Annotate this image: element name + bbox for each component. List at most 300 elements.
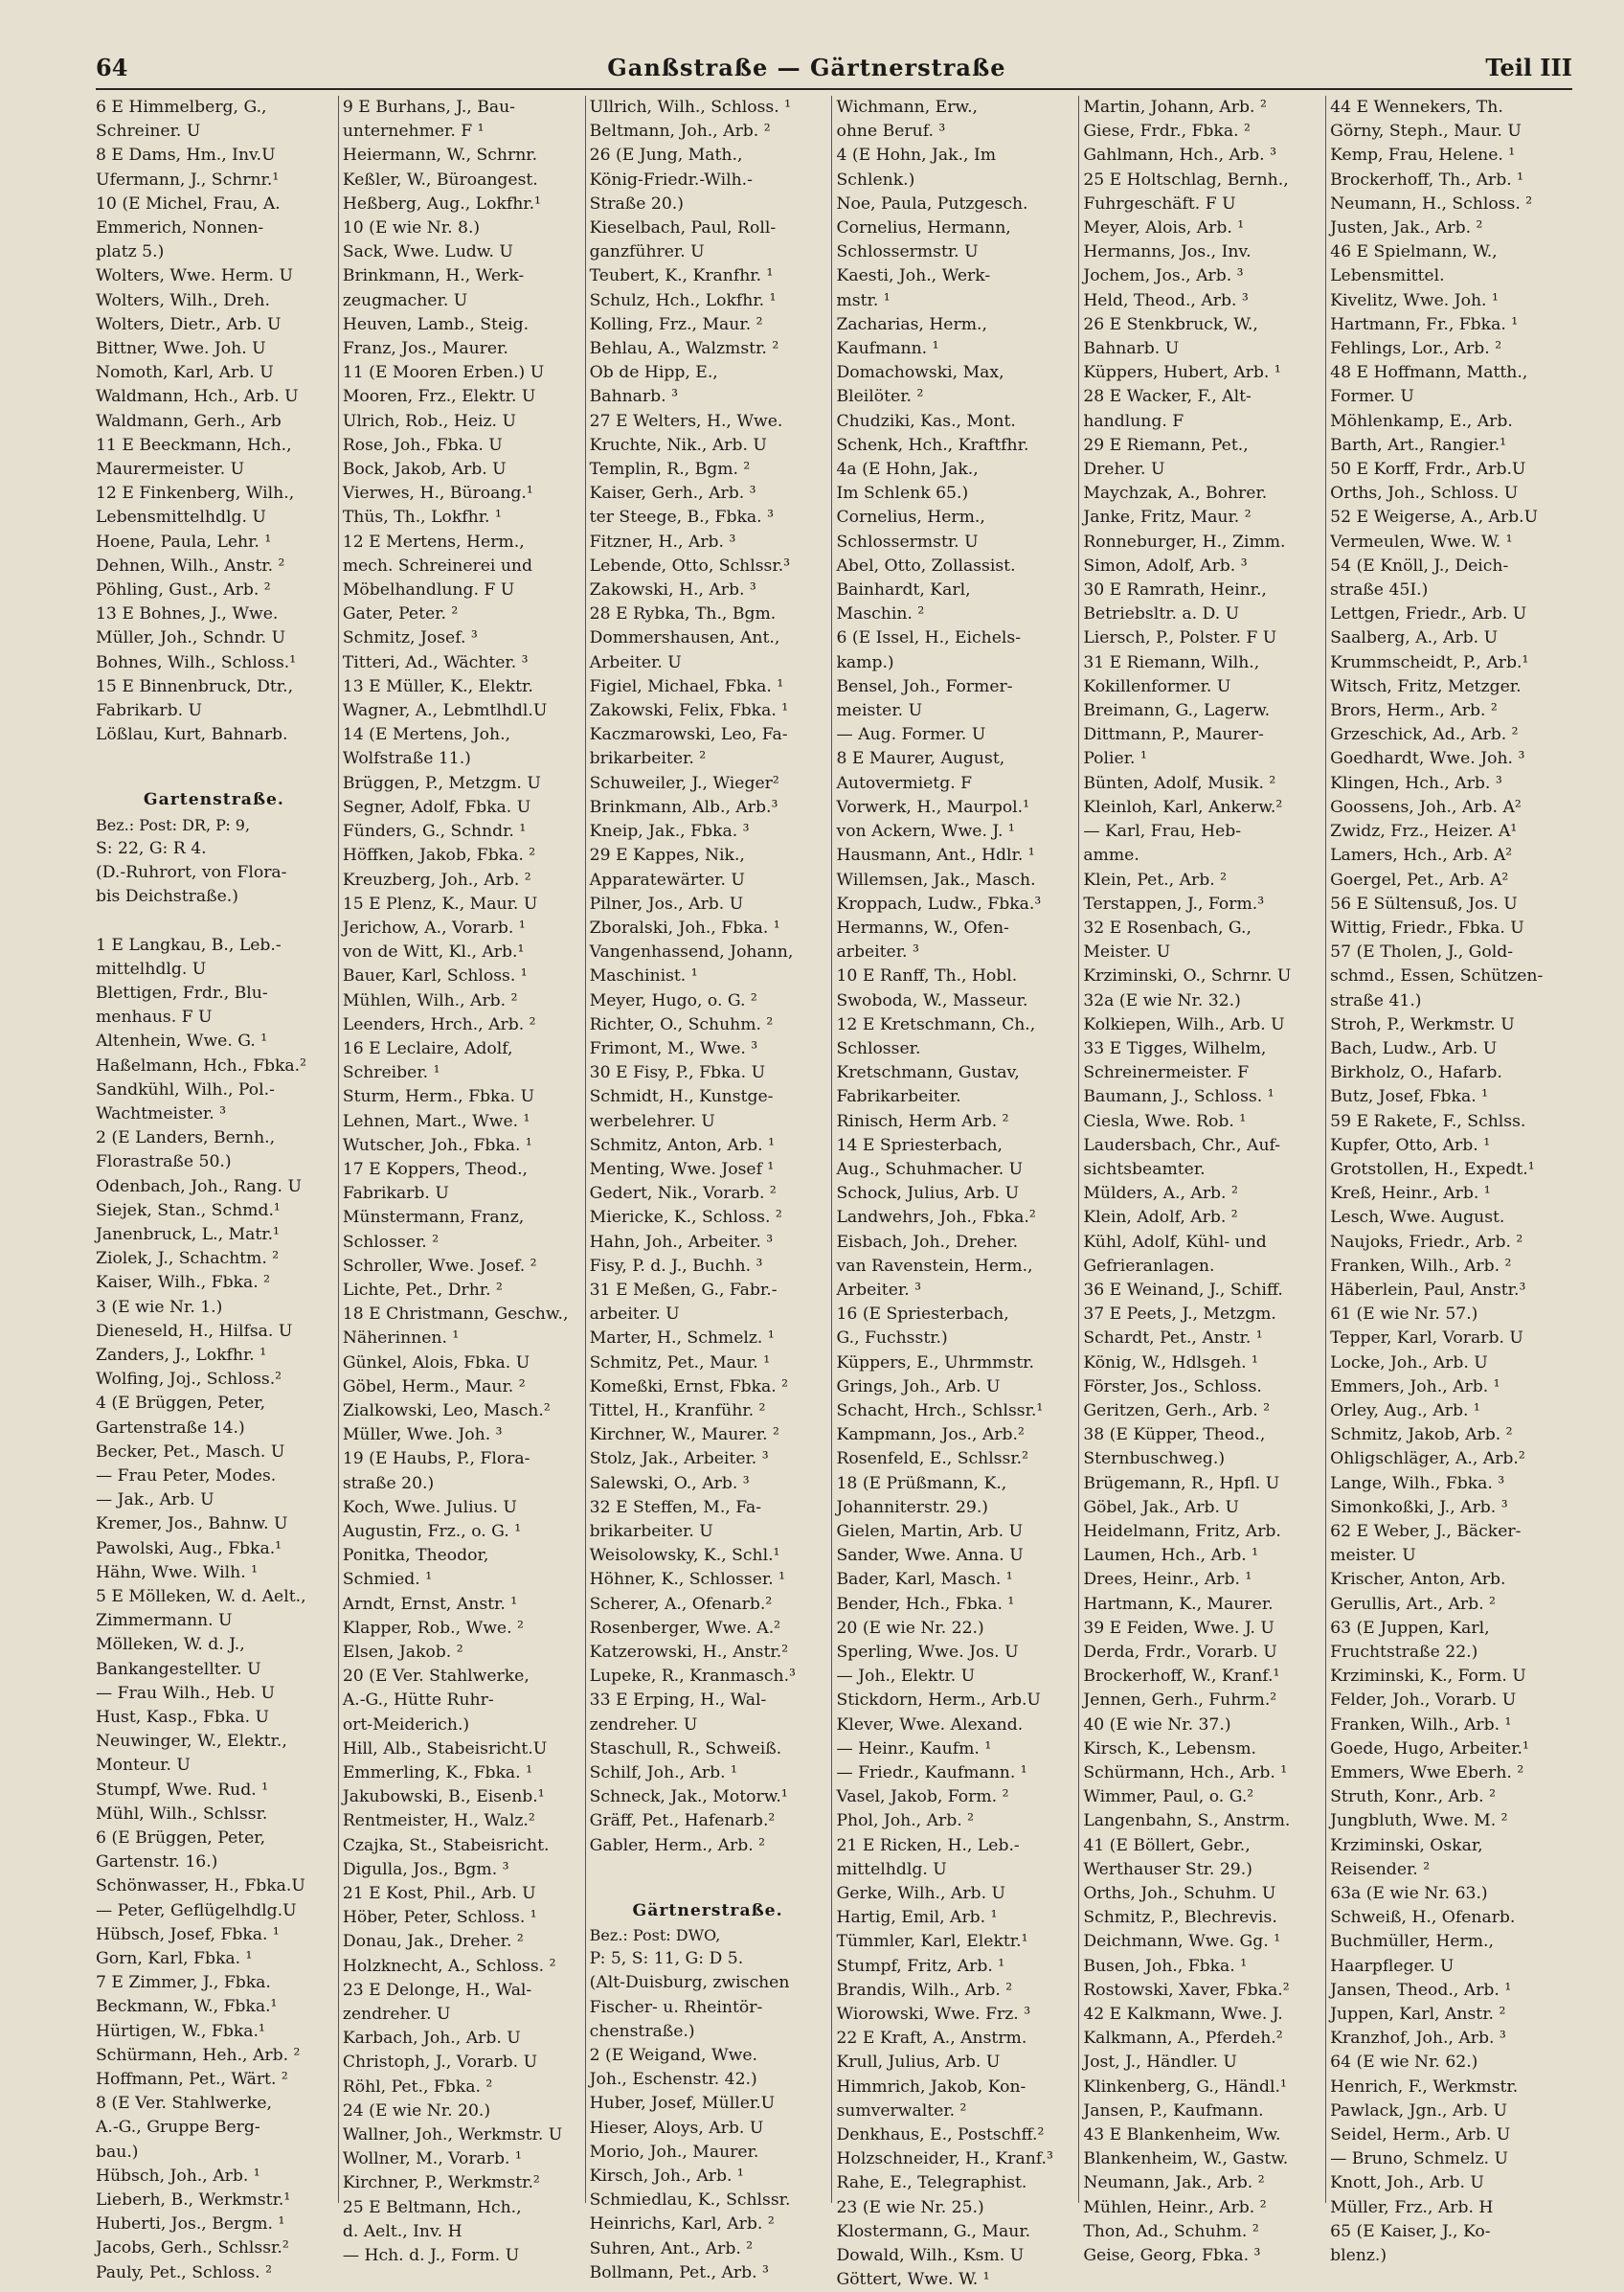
directory-entry: 21 E Kost, Phil., Arb. U (342, 1884, 536, 1904)
directory-entry: 16 (E Spriesterbach, (836, 1305, 1009, 1325)
directory-entry: Dieneseld, H., Hilfsa. U (96, 1321, 293, 1341)
directory-entry: Janke, Fritz, Maur. ² (1083, 508, 1252, 528)
directory-entry: Komeßki, Ernst, Fbka. ² (589, 1376, 789, 1396)
directory-entry: Schlosser. ² (342, 1232, 440, 1252)
directory-entry: Monteur. U (96, 1756, 191, 1776)
directory-entry: 12 E Mertens, Herm., (342, 532, 525, 552)
directory-entry: Dommershausen, Ant., (589, 628, 780, 648)
directory-entry: Himmrich, Jakob, Kon- (836, 2076, 1026, 2097)
directory-entry: Bankangestellter. U (96, 1659, 261, 1679)
directory-entry: Hartmann, K., Maurer. (1083, 1594, 1274, 1614)
directory-entry: Werthauser Str. 29.) (1083, 1859, 1252, 1879)
directory-entry: Maschin. ² (836, 604, 925, 624)
directory-entry: arbeiter. ³ (836, 942, 919, 963)
directory-entry: Schmitz, Jakob, Arb. ² (1330, 1425, 1513, 1445)
directory-entry: Jerichow, A., Vorarb. ¹ (342, 918, 526, 938)
directory-entry: Brinkmann, H., Werk- (342, 266, 525, 286)
directory-entry: Göttert, Wwe. W. ¹ (836, 2270, 990, 2290)
directory-entry: Holzknecht, A., Schloss. ² (342, 1956, 556, 1976)
directory-entry: Wallner, Joh., Werkmstr. U (342, 2125, 563, 2145)
directory-entry: 20 (E wie Nr. 22.) (836, 1618, 984, 1638)
directory-entry: Heidelmann, Fritz, Arb. (1083, 1521, 1281, 1541)
directory-entry: — Frau Peter, Modes. (96, 1465, 277, 1486)
directory-entry: Hill, Alb., Stabeisricht.U (342, 1738, 548, 1759)
directory-entry: Kleinloh, Karl, Ankerw.² (1083, 797, 1283, 817)
directory-entry: straße 41.) (1330, 990, 1422, 1010)
directory-entry: 37 E Peets, J., Metzgm. (1083, 1305, 1276, 1325)
directory-entry: Zacharias, Herm., (836, 314, 987, 334)
directory-entry: 61 (E wie Nr. 57.) (1330, 1305, 1478, 1325)
directory-entry: Krummscheidt, P., Arb.¹ (1330, 652, 1529, 672)
directory-entry: Rostowski, Xaver, Fbka.² (1083, 1980, 1290, 2000)
page-title: Ganßstraße — Gärtnerstraße (607, 54, 1006, 81)
directory-entry: Bittner, Wwe. Joh. U (96, 339, 266, 359)
directory-entry: Jungbluth, Wwe. M. ² (1330, 1811, 1508, 1831)
directory-entry: ganzführer. U (589, 242, 705, 262)
directory-entry: Schmitz, Pet., Maur. ¹ (589, 1352, 771, 1373)
directory-entry: 5 E Mölleken, W. d. Aelt., (96, 1586, 306, 1606)
directory-entry: Maychzak, A., Bohrer. (1083, 484, 1268, 504)
directory-entry: Jakubowski, B., Eisenb.¹ (342, 1787, 545, 1807)
directory-entry: 28 E Wacker, F., Alt- (1083, 387, 1252, 407)
directory-entry: Im Schlenk 65.) (836, 484, 969, 504)
directory-entry: 40 (E wie Nr. 37.) (1083, 1714, 1231, 1735)
directory-entry: Vangenhassend, Johann, (589, 942, 794, 963)
directory-entry (590, 1858, 826, 1882)
directory-entry: Emmerling, K., Fbka. ¹ (342, 1763, 532, 1783)
directory-entry: Liersch, P., Polster. F U (1083, 628, 1277, 648)
directory-entry: Goossens, Joh., Arb. A² (1330, 797, 1522, 817)
directory-entry: Münstermann, Franz, (342, 1208, 525, 1228)
directory-entry: 32 E Steffen, M., Fa- (589, 1497, 762, 1517)
directory-entry: Abel, Otto, Zollassist. (836, 556, 1016, 576)
directory-entry: Kremer, Jos., Bahnw. U (96, 1514, 288, 1534)
directory-entry: Lößlau, Kurt, Bahnarb. (96, 725, 288, 745)
directory-entry: Stickdorn, Herm., Arb.U (836, 1691, 1041, 1711)
directory-entry: Leenders, Hrch., Arb. ² (342, 1014, 536, 1034)
directory-entry: Kaczmarowski, Leo, Fa- (589, 725, 788, 745)
directory-entry: zendreher. U (589, 1714, 698, 1735)
directory-entry: Goergel, Pet., Arb. A² (1330, 870, 1509, 890)
directory-entry: Holzschneider, H., Kranf.³ (836, 2149, 1053, 2169)
directory-entry: Dehnen, Wilh., Anstr. ² (96, 556, 285, 576)
directory-entry: 23 (E wie Nr. 25.) (836, 2197, 984, 2217)
directory-entry: Willemsen, Jak., Masch. (836, 870, 1036, 890)
directory-entry: Gerullis, Art., Arb. ² (1330, 1594, 1496, 1614)
directory-entry: 7 E Zimmer, J., Fbka. (96, 1973, 271, 1993)
directory-entry: Elsen, Jakob. ² (342, 1643, 463, 1662)
directory-entry: Bensel, Joh., Former- (836, 676, 1013, 696)
column-6 (1330, 96, 1572, 2266)
directory-entry: P: 5, S: 11, G: D 5. (589, 1949, 744, 1969)
directory-entry: — Friedr., Kaufmann. ¹ (836, 1763, 1027, 1783)
directory-entry: 3 (E wie Nr. 1.) (96, 1297, 223, 1317)
directory-entry: Giese, Frdr., Fbka. ² (1083, 122, 1251, 142)
directory-entry: Bohnes, Wilh., Schloss.¹ (96, 652, 297, 672)
directory-entry: Kolkiepen, Wilh., Arb. U (1083, 1014, 1285, 1034)
directory-entry: Ciesla, Wwe. Rob. ¹ (1083, 1111, 1247, 1131)
directory-entry: 19 (E Haubs, P., Flora- (342, 1449, 530, 1469)
directory-entry: Kretschmann, Gustav, (836, 1063, 1020, 1083)
directory-entry: Schlossermstr. U (836, 532, 979, 552)
directory-entry: 14 (E Mertens, Joh., (342, 725, 510, 745)
directory-entry: — Peter, Geflügelhdlg.U (96, 1900, 297, 1920)
directory-entry: Cornelius, Hermann, (836, 218, 1011, 238)
directory-entry: Felder, Joh., Vorarb. U (1330, 1691, 1517, 1711)
directory-entry: 32a (E wie Nr. 32.) (1083, 990, 1241, 1010)
directory-entry: Jacobs, Gerh., Schlssr.² (96, 2238, 289, 2258)
directory-entry: Vorwerk, H., Maurpol.¹ (836, 797, 1030, 817)
directory-entry: Hürtigen, W., Fbka.¹ (96, 2021, 265, 2041)
directory-entry: zendreher. U (342, 2005, 451, 2025)
directory-entry: Kaiser, Wilh., Fbka. ² (96, 1273, 271, 1293)
directory-entry: König, W., Hdlsgeh. ¹ (1083, 1352, 1258, 1373)
directory-entry: 6 (E Issel, H., Eichels- (836, 628, 1022, 648)
directory-entry: Butz, Josef, Fbka. ¹ (1330, 1087, 1489, 1107)
directory-entry: Ohligschläger, A., Arb.² (1330, 1449, 1525, 1469)
directory-entry: Sturm, Herm., Fbka. U (342, 1087, 535, 1107)
directory-entry: 33 E Erping, H., Wal- (589, 1691, 767, 1711)
directory-entry: Barth, Art., Rangier.¹ (1330, 435, 1507, 455)
directory-entry: 13 E Bohnes, J., Wwe. (96, 604, 279, 624)
directory-entry: Baumann, J., Schloss. ¹ (1083, 1087, 1274, 1107)
directory-entry: Franken, Wilh., Arb. ¹ (1330, 1714, 1512, 1735)
directory-entry: Hermanns, W., Ofen- (836, 918, 1009, 938)
directory-entry: Hust, Kasp., Fbka. U (96, 1708, 270, 1727)
directory-entry: Former. U (1330, 387, 1414, 407)
directory-entry: ohne Beruf. ³ (836, 122, 946, 142)
directory-entry: Sander, Wwe. Anna. U (836, 1546, 1024, 1566)
directory-entry: 2 (E Weigand, Wwe. (589, 2046, 757, 2066)
directory-entry: Schlenk.) (836, 170, 915, 190)
directory-entry: — Joh., Elektr. U (836, 1667, 976, 1687)
directory-entry: Gräff, Pet., Hafenarb.² (589, 1811, 776, 1831)
directory-entry: Sandkühl, Wilh., Pol.- (96, 1079, 275, 1100)
directory-entry: Wachtmeister. ³ (96, 1103, 227, 1123)
directory-entry: Gerke, Wilh., Arb. U (836, 1884, 1005, 1904)
directory-entry: 10 (E wie Nr. 8.) (342, 218, 481, 238)
directory-entry: Möbelhandlung. F U (342, 580, 515, 601)
directory-entry: 15 E Binnenbruck, Dtr., (96, 676, 294, 696)
directory-entry: Fabrikarb. U (96, 701, 203, 721)
directory-entry: Göbel, Herm., Maur. ² (342, 1376, 526, 1396)
directory-entry: 11 E Beeckmann, Hch., (96, 435, 292, 455)
directory-entry: Häberlein, Paul, Anstr.³ (1330, 1280, 1526, 1300)
directory-entry: Schreiber. ¹ (342, 1063, 440, 1083)
directory-entry: (Alt-Duisburg, zwischen (589, 1973, 790, 1993)
directory-entry: Goede, Hugo, Arbeiter.¹ (1330, 1738, 1529, 1759)
directory-entry: Bahnarb. U (1083, 339, 1180, 359)
directory-entry: Lettgen, Friedr., Arb. U (1330, 604, 1527, 624)
directory-entry: Heuven, Lamb., Steig. (342, 314, 530, 334)
directory-entry: Locke, Joh., Arb. U (1330, 1352, 1488, 1373)
directory-entry: 39 E Feiden, Wwe. J. U (1083, 1618, 1274, 1638)
directory-entry: mittelhdlg. U (836, 1859, 947, 1879)
directory-entry: 2 (E Landers, Bernh., (96, 1128, 276, 1148)
directory-entry: Schürmann, Heh., Arb. ² (96, 2045, 301, 2065)
directory-entry: Mühlen, Wilh., Arb. ² (342, 990, 518, 1010)
directory-entry: mittelhdlg. U (96, 959, 207, 979)
directory-entry: 22 E Kraft, A., Anstrm. (836, 2029, 1027, 2049)
directory-entry: Schulz, Hch., Lokfhr. ¹ (589, 290, 777, 310)
directory-entry: straße 45I.) (1330, 580, 1429, 601)
directory-entry: — Heinr., Kaufm. ¹ (836, 1738, 992, 1759)
directory-entry: Terstappen, J., Form.³ (1083, 894, 1265, 914)
directory-entry: Schmitz, Anton, Arb. ¹ (589, 1135, 775, 1155)
directory-entry: Gärtnerstraße. (632, 1900, 783, 1920)
directory-entry: Bez.: Post: DWO, (589, 1926, 721, 1945)
directory-entry: Rentmeister, H., Walz.² (342, 1811, 535, 1831)
directory-entry: 33 E Tigges, Wilhelm, (1083, 1038, 1267, 1058)
directory-entry: chenstraße.) (589, 2021, 695, 2041)
directory-entry: Kivelitz, Wwe. Joh. ¹ (1330, 290, 1499, 310)
directory-entry: d. Aelt., Inv. H (342, 2221, 462, 2241)
directory-entry: Ob de Hipp, E., (589, 363, 718, 383)
directory-entry: 31 E Meßen, G., Fabr.- (589, 1280, 778, 1300)
directory-entry: 62 E Weber, J., Bäcker- (1330, 1521, 1522, 1541)
directory-entry: brikarbeiter. U (589, 1521, 713, 1541)
directory-entry: Vermeulen, Wwe. W. ¹ (1330, 532, 1513, 552)
directory-entry: Ziolek, J., Schachtm. ² (96, 1249, 280, 1269)
directory-entry: Odenbach, Joh., Rang. U (96, 1176, 302, 1196)
directory-entry: Templin, R., Bgm. ² (589, 460, 751, 480)
directory-entry: 42 E Kalkmann, Wwe. J. (1083, 2005, 1283, 2025)
directory-entry: Fisy, P. d. J., Buchh. ³ (589, 1256, 763, 1276)
directory-entry: 4a (E Hohn, Jak., (836, 460, 979, 480)
directory-entry: Mülders, A., Arb. ² (1083, 1184, 1238, 1204)
directory-entry: Janenbruck, L., Matr.¹ (96, 1224, 280, 1244)
column-3 (589, 96, 833, 2282)
directory-entry: Katzerowski, H., Anstr.² (589, 1643, 789, 1662)
directory-entry: handlung. F (1083, 411, 1184, 431)
directory-entry: Klostermann, G., Maur. (836, 2221, 1031, 2241)
directory-entry: Lehnen, Mart., Wwe. ¹ (342, 1111, 530, 1131)
directory-entry: — Karl, Frau, Heb- (1083, 822, 1242, 842)
directory-entry: 27 E Welters, H., Wwe. (589, 411, 783, 431)
directory-entry: Bach, Ludw., Arb. U (1330, 1038, 1498, 1058)
directory-entry: Klever, Wwe. Alexand. (836, 1714, 1024, 1735)
directory-entry: Sperling, Wwe. Jos. U (836, 1643, 1019, 1662)
directory-entry: menhaus. F U (96, 1008, 213, 1028)
directory-entry: Titteri, Ad., Wächter. ³ (342, 652, 529, 672)
column-4 (836, 96, 1079, 2290)
directory-entry: von Ackern, Wwe. J. ¹ (836, 822, 1015, 842)
directory-entry: Deichmann, Wwe. Gg. ¹ (1083, 1932, 1281, 1952)
directory-entry: 32 E Rosenbach, G., (1083, 918, 1252, 938)
directory-entry: Tittel, H., Kranführ. ² (589, 1400, 766, 1420)
directory-entry: Ullrich, Wilh., Schloss. ¹ (589, 98, 792, 117)
directory-entry: Lebensmittel. (1330, 266, 1445, 286)
directory-entry: Hübsch, Josef, Fbka. ¹ (96, 1924, 280, 1944)
column-1 (96, 96, 339, 2282)
directory-entry: Gielen, Martin, Arb. U (836, 1521, 1024, 1541)
directory-entry: Heinrichs, Karl, Arb. ² (589, 2214, 775, 2235)
directory-entry: Röhl, Pet., Fbka. ² (342, 2076, 493, 2097)
directory-entry: Hermanns, Jos., Inv. (1083, 242, 1252, 262)
directory-entry: Martin, Johann, Arb. ² (1083, 98, 1267, 117)
directory-entry: (D.-Ruhrort, von Flora- (96, 863, 287, 883)
directory-entry: 31 E Riemann, Wilh., (1083, 652, 1260, 672)
directory-entry: Gedert, Nik., Vorarb. ² (589, 1184, 777, 1204)
directory-entry: Müller, Wwe. Joh. ³ (342, 1425, 503, 1445)
directory-entry: 24 (E wie Nr. 20.) (342, 2100, 491, 2121)
directory-entry: Saalberg, A., Arb. U (1330, 628, 1499, 648)
directory-entry: Meister. U (1083, 942, 1171, 963)
directory-entry: Mühl, Wilh., Schlssr. (96, 1804, 268, 1824)
directory-entry: Kaufmann. ¹ (836, 339, 939, 359)
directory-entry: Emmers, Wwe Eberh. ² (1330, 1763, 1524, 1783)
directory-entry: Kaiser, Gerh., Arb. ³ (589, 484, 756, 504)
directory-entry: bau.) (96, 2142, 139, 2162)
directory-entry: Goedhardt, Wwe. Joh. ³ (1330, 749, 1525, 769)
directory-entry: Knott, Joh., Arb. U (1330, 2173, 1484, 2193)
directory-entry: Reisender. ² (1330, 1859, 1431, 1879)
directory-entry: Suhren, Ant., Arb. ² (589, 2238, 754, 2258)
directory-entry: Kneip, Jak., Fbka. ³ (589, 822, 750, 842)
directory-entry: Schroller, Wwe. Josef. ² (342, 1256, 537, 1276)
directory-entry: Betriebsltr. a. D. U (1083, 604, 1240, 624)
directory-entry: 25 E Beltmann, Hch., (342, 2197, 522, 2217)
directory-entry: Nomoth, Karl, Arb. U (96, 363, 274, 383)
directory-entry: Wimmer, Paul, o. G.² (1083, 1787, 1254, 1807)
directory-entry: 6 (E Brüggen, Peter, (96, 1828, 266, 1849)
directory-entry: zeugmacher. U (342, 290, 468, 310)
directory-entry: 59 E Rakete, F., Schlss. (1330, 1111, 1526, 1131)
directory-entry: Förster, Jos., Schloss. (1083, 1376, 1262, 1396)
directory-entry: Bleilöter. ² (836, 387, 924, 407)
directory-entry: 57 (E Tholen, J., Gold- (1330, 942, 1514, 963)
directory-entry: Brinkmann, Alb., Arb.³ (589, 797, 778, 817)
directory-entry: 46 E Spielmann, W., (1330, 242, 1498, 262)
directory-entry: Witsch, Fritz, Metzger. (1330, 676, 1522, 696)
directory-entry: Gartenstraße. (143, 790, 284, 810)
directory-entry: Neuwinger, W., Elektr., (96, 1732, 287, 1752)
directory-entry: schmd., Essen, Schützen- (1330, 966, 1544, 987)
directory-entry: Landwehrs, Joh., Fbka.² (836, 1208, 1036, 1228)
directory-entry: Hausmann, Ant., Hdlr. ¹ (836, 846, 1035, 866)
page-header (96, 54, 1572, 90)
directory-entry: Möhlenkamp, E., Arb. (1330, 411, 1513, 431)
directory-entry: Kupfer, Otto, Arb. ¹ (1330, 1135, 1491, 1155)
directory-entry: Augustin, Frz., o. G. ¹ (342, 1521, 522, 1541)
directory-entry: Hoene, Paula, Lehr. ¹ (96, 532, 272, 552)
directory-entry: Wollner, M., Vorarb. ¹ (342, 2149, 522, 2169)
directory-entry: Pilner, Jos., Arb. U (589, 894, 744, 914)
directory-entry: Sack, Wwe. Ludw. U (342, 242, 513, 262)
directory-entry: Pöhling, Gust., Arb. ² (96, 580, 271, 601)
directory-entry: 64 (E wie Nr. 62.) (1330, 2053, 1478, 2073)
directory-entry: Juppen, Karl, Anstr. ² (1330, 2005, 1506, 2025)
directory-entry: Höber, Peter, Schloss. ¹ (342, 1908, 537, 1928)
directory-entry: Joh., Eschenstr. 42.) (589, 2070, 757, 2090)
directory-entry: Fruchtstraße 22.) (1330, 1643, 1478, 1662)
directory-entry: Digulla, Jos., Bgm. ³ (342, 1859, 509, 1879)
directory-entry: Richter, O., Schuhm. ² (589, 1014, 774, 1034)
directory-entry: — Frau Wilh., Heb. U (96, 1683, 275, 1703)
directory-entry: Wolters, Wwe. Herm. U (96, 266, 293, 286)
directory-entry: Orley, Aug., Arb. ¹ (1330, 1400, 1480, 1420)
column-5 (1083, 96, 1326, 2266)
directory-entry: Staschull, R., Schweiß. (589, 1738, 782, 1759)
directory-entry: 14 E Spriesterbach, (836, 1135, 1004, 1155)
directory-entry: Phol, Joh., Arb. ² (836, 1811, 975, 1831)
directory-entry: Struth, Konr., Arb. ² (1330, 1787, 1496, 1807)
directory-entry: 15 E Plenz, K., Maur. U (342, 894, 538, 914)
directory-entry: Tepper, Karl, Vorarb. U (1330, 1328, 1523, 1349)
directory-entry: 48 E Hoffmann, Matth., (1330, 363, 1528, 383)
directory-entry: Karbach, Joh., Arb. U (342, 2029, 521, 2049)
directory-entry: werbelehrer. U (589, 1111, 715, 1131)
directory-entry: Figiel, Michael, Fbka. ¹ (589, 676, 784, 696)
directory-entry: Fehlings, Lor., Arb. ² (1330, 339, 1502, 359)
directory-entry: Pauly, Pet., Schloss. ² (96, 2262, 272, 2282)
directory-entry: Höhner, K., Schlosser. ¹ (589, 1570, 786, 1590)
directory-entry: Bader, Karl, Masch. ¹ (836, 1570, 1013, 1590)
directory-entry: Hartig, Emil, Arb. ¹ (836, 1908, 998, 1928)
directory-entry: Wiorowski, Wwe. Frz. ³ (836, 2005, 1031, 2025)
directory-entry: — Hch. d. J., Form. U (342, 2246, 520, 2266)
directory-entry: Gahlmann, Hch., Arb. ³ (1083, 146, 1276, 166)
directory-entry: Lamers, Hch., Arb. A² (1330, 846, 1513, 866)
directory-entry: 38 (E Küpper, Theod., (1083, 1425, 1266, 1445)
columns-container (96, 96, 1572, 2290)
directory-entry: Klein, Pet., Arb. ² (1083, 870, 1228, 890)
directory-entry: Kaesti, Joh., Werk- (836, 266, 991, 286)
directory-entry: Schürmann, Hch., Arb. ¹ (1083, 1763, 1288, 1783)
directory-entry: 20 (E Ver. Stahlwerke, (342, 1667, 530, 1687)
directory-entry: Heßberg, Aug., Lokfhr.¹ (342, 193, 541, 214)
directory-entry: Klein, Adolf, Arb. ² (1083, 1208, 1238, 1228)
directory-entry: Schreiner. U (96, 122, 201, 142)
directory-entry: Beltmann, Joh., Arb. ² (589, 122, 771, 142)
directory-entry: Straße 20.) (589, 193, 684, 214)
directory-entry: Geise, Georg, Fbka. ³ (1083, 2246, 1261, 2266)
directory-entry: Hartmann, Fr., Fbka. ¹ (1330, 314, 1519, 334)
directory-entry: 26 (E Jung, Math., (589, 146, 743, 166)
directory-entry: Christoph, J., Vorarb. U (342, 2053, 538, 2073)
directory-entry: Fabrikarbeiter. (836, 1087, 961, 1107)
directory-entry: Günkel, Alois, Fbka. U (342, 1352, 530, 1373)
directory-entry: Rose, Joh., Fbka. U (342, 435, 503, 455)
directory-entry: Sternbuschweg.) (1083, 1449, 1226, 1469)
directory-entry: Fünders, G., Schndr. ¹ (342, 822, 527, 842)
directory-entry: Lebende, Otto, Schlssr.³ (589, 556, 791, 576)
directory-entry: Maurermeister. U (96, 460, 245, 480)
directory-entry: 4 (E Brüggen, Peter, (96, 1394, 266, 1414)
directory-entry: Pawlack, Jgn., Arb. U (1330, 2100, 1507, 2121)
directory-entry: Görny, Steph., Maur. U (1330, 122, 1522, 142)
directory-entry: Rinisch, Herm Arb. ² (836, 1111, 1009, 1131)
directory-entry: S: 22, G: R 4. (96, 838, 207, 858)
directory-entry: 26 E Stenkbruck, W., (1083, 314, 1258, 334)
directory-entry: Franken, Wilh., Arb. ² (1330, 1256, 1512, 1276)
directory-entry: Gabler, Herm., Arb. ² (589, 1835, 766, 1855)
directory-entry: G., Fuchsstr.) (836, 1328, 948, 1349)
directory-entry: 1 E Langkau, B., Leb.- (96, 935, 282, 955)
directory-entry: Aug., Schuhmacher. U (836, 1159, 1024, 1179)
directory-entry: Krischer, Anton, Arb. (1330, 1570, 1506, 1590)
directory-entry: Kalkmann, A., Pferdeh.² (1083, 2029, 1283, 2049)
directory-entry: Huber, Josef, Müller.U (589, 2094, 776, 2114)
directory-entry: Simon, Adolf, Arb. ³ (1083, 556, 1248, 576)
directory-entry: Geritzen, Gerh., Arb. ² (1083, 1400, 1271, 1420)
directory-entry: — Bruno, Schmelz. U (1330, 2149, 1508, 2169)
directory-entry: Simonkoßki, J., Arb. ³ (1330, 1497, 1508, 1517)
directory-entry: Lesch, Wwe. August. (1330, 1208, 1505, 1228)
directory-entry: Klinkenberg, G., Händl.¹ (1083, 2076, 1287, 2097)
directory-entry: van Ravenstein, Herm., (836, 1256, 1033, 1276)
directory-entry: Arbeiter. U (589, 652, 682, 672)
